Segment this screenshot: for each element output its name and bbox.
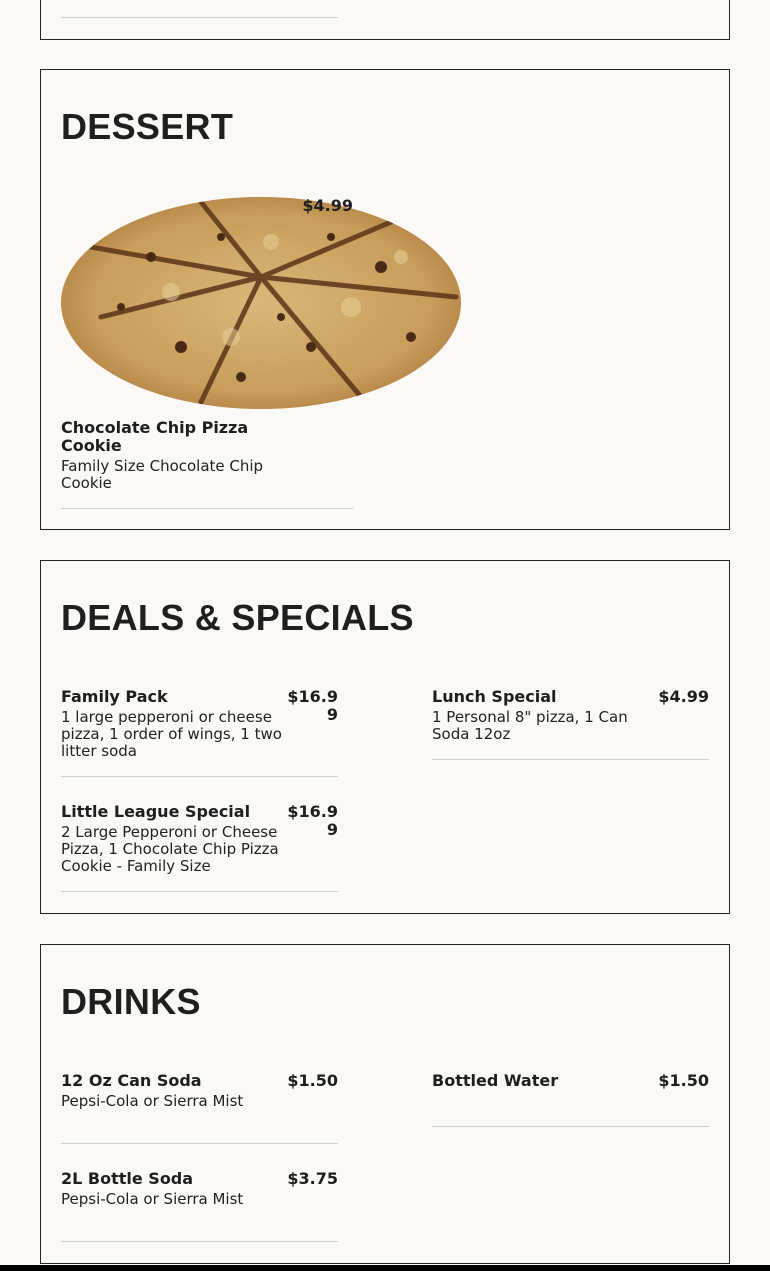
menu-item[interactable] bbox=[432, 1072, 709, 1127]
item-description: 2 Large Pepperoni or Cheese Pizza, 1 Chocolate Chip Pizza Cookie - Family Size bbox=[61, 823, 279, 875]
item-price: $4.99 bbox=[658, 687, 709, 706]
item-price: $16.99 bbox=[287, 802, 338, 839]
item-name: 12 Oz Can Soda bbox=[61, 1071, 202, 1090]
drinks-section bbox=[40, 944, 730, 1264]
menu-item[interactable] bbox=[61, 688, 338, 777]
menu-item[interactable] bbox=[61, 803, 338, 892]
item-price: $3.75 bbox=[287, 1169, 338, 1188]
item-name: 2L Bottle Soda bbox=[61, 1169, 194, 1188]
menu-item[interactable] bbox=[61, 1170, 338, 1242]
bottom-edge-bar bbox=[0, 1265, 770, 1271]
item-description: Pepsi-Cola or Sierra Mist bbox=[61, 1190, 244, 1208]
item-price: $4.99 bbox=[302, 196, 353, 215]
dessert-section bbox=[40, 69, 730, 530]
item-name: Chocolate Chip Pizza Cookie bbox=[61, 418, 249, 455]
item-name: Little League Special bbox=[61, 802, 251, 821]
section-title: DRINKS bbox=[61, 981, 201, 1022]
item-price: $16.99 bbox=[287, 687, 338, 724]
menu-item[interactable] bbox=[61, 197, 353, 509]
item-description: Family Size Chocolate Chip Cookie bbox=[61, 457, 264, 492]
section-title: DESSERT bbox=[61, 106, 234, 147]
previous-section bbox=[40, 0, 730, 40]
section-title: DEALS & SPECIALS bbox=[61, 597, 414, 638]
item-price: $1.50 bbox=[287, 1071, 338, 1090]
item-name: Lunch Special bbox=[432, 687, 557, 706]
menu-item[interactable] bbox=[432, 688, 709, 760]
item-name: Bottled Water bbox=[432, 1071, 559, 1090]
menu-item[interactable] bbox=[61, 1072, 338, 1144]
item-name: Family Pack bbox=[61, 687, 168, 706]
item-price: $1.50 bbox=[658, 1071, 709, 1090]
item-description: 1 Personal 8" pizza, 1 Can Soda 12oz bbox=[432, 708, 628, 743]
item-description: 1 large pepperoni or cheese pizza, 1 order of wings, 1 two litter soda bbox=[61, 708, 282, 760]
item-divider bbox=[61, 17, 338, 18]
item-description: Pepsi-Cola or Sierra Mist bbox=[61, 1092, 244, 1110]
deals-section bbox=[40, 560, 730, 914]
